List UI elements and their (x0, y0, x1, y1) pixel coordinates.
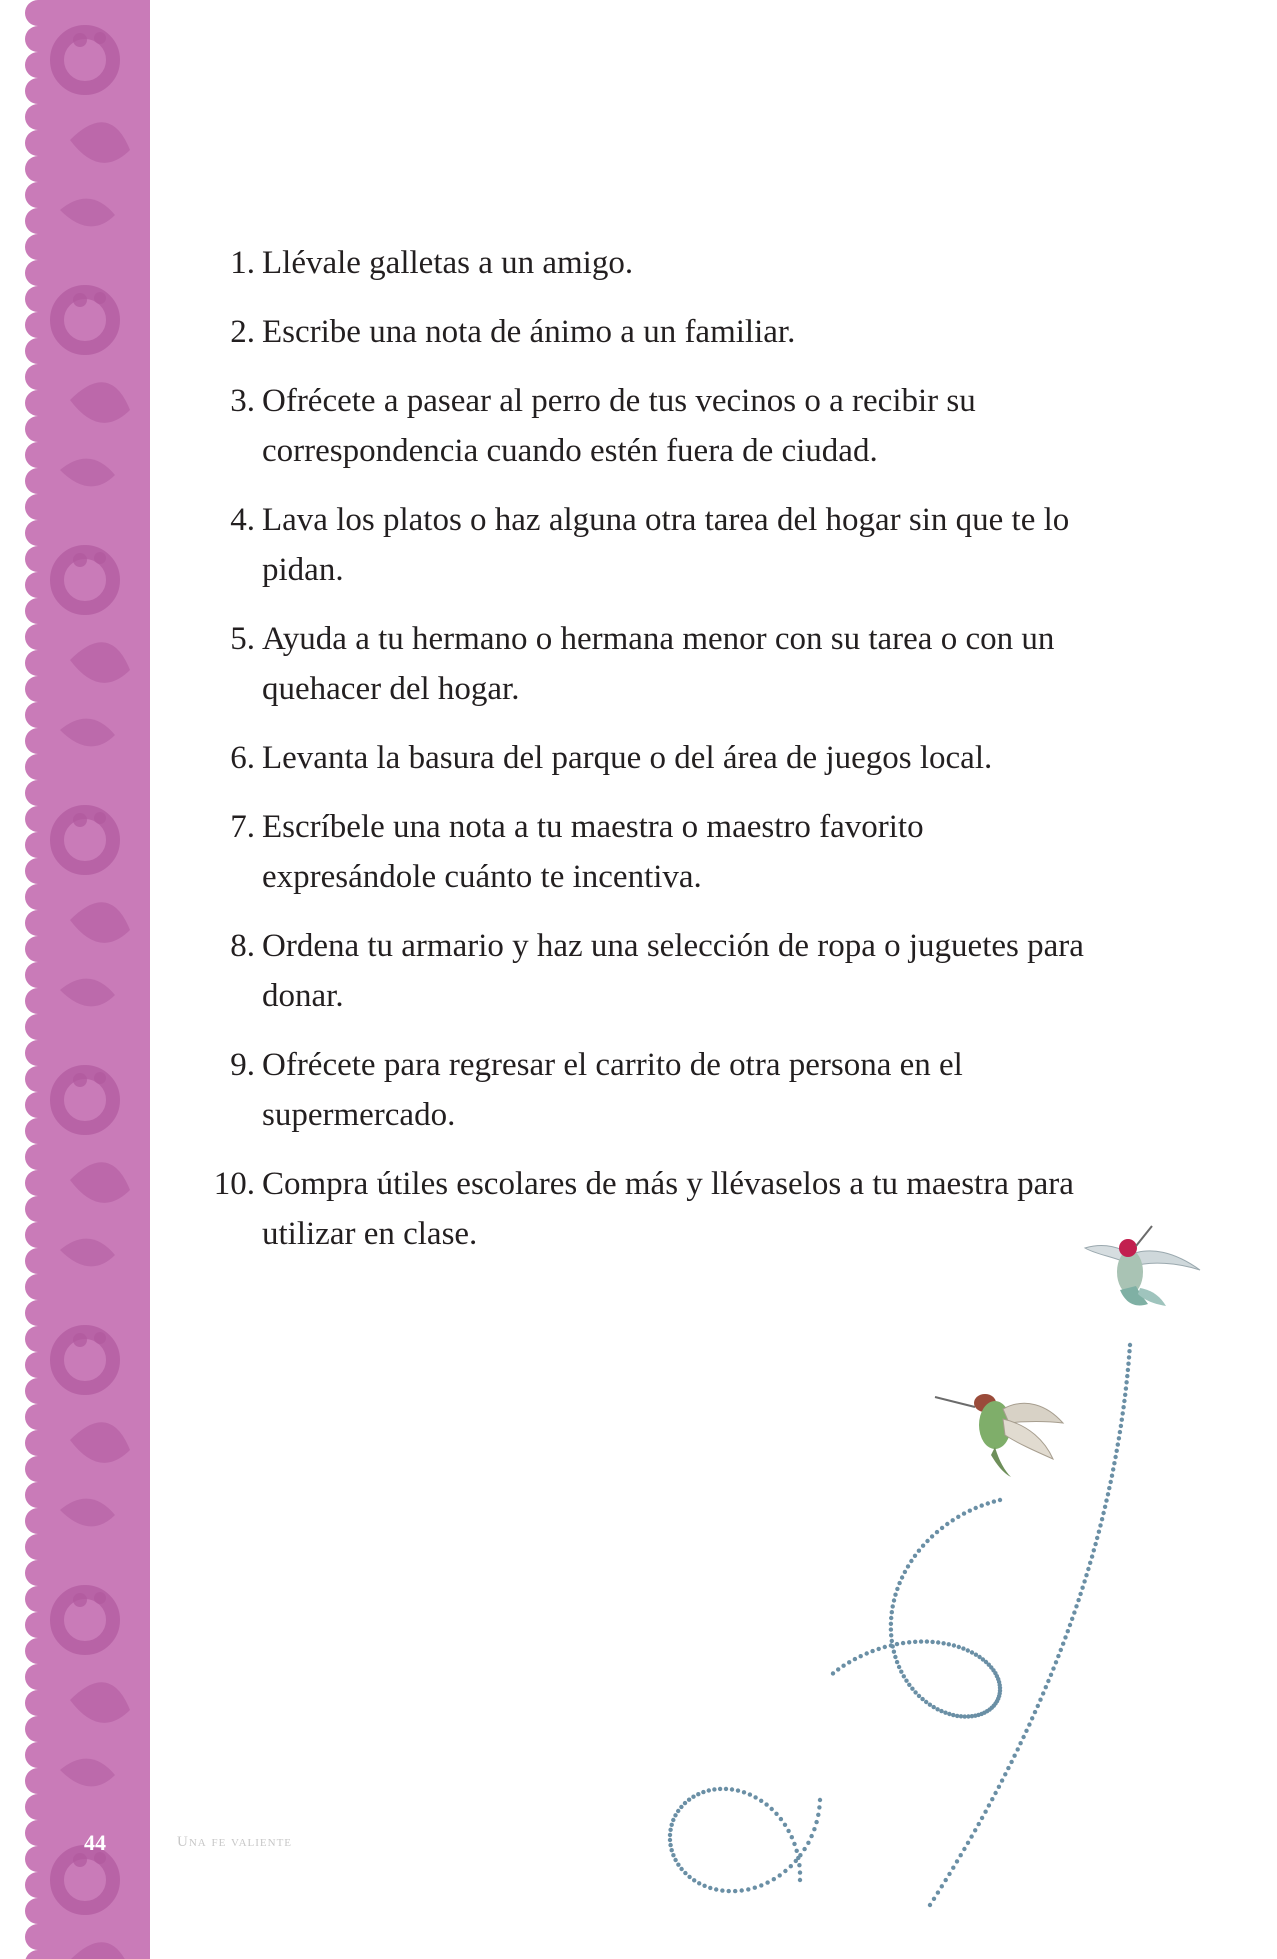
flight-dot (947, 1712, 951, 1716)
flight-dot (786, 1829, 790, 1833)
flight-dot (673, 1858, 677, 1862)
flight-dot (673, 1813, 677, 1817)
flight-dot (966, 1841, 970, 1845)
kindness-list (205, 238, 1105, 1278)
item-number: 6. (230, 740, 255, 776)
ornament-shape (73, 33, 87, 47)
flight-dot (1121, 1411, 1125, 1415)
flight-dot (1070, 1617, 1074, 1621)
flight-dot (724, 1787, 728, 1791)
flight-dot (1124, 1386, 1128, 1390)
flight-dot (696, 1792, 700, 1796)
flight-dot (859, 1654, 863, 1658)
flight-dot (1074, 1604, 1078, 1608)
flight-dot (917, 1549, 921, 1553)
list-item (205, 1040, 1105, 1140)
flight-dot (1054, 1660, 1058, 1664)
flight-dot (966, 1648, 970, 1652)
list-item (205, 733, 1105, 783)
flight-dot (987, 1803, 991, 1807)
flight-dot (990, 1797, 994, 1801)
flight-dot (935, 1707, 939, 1711)
flight-dot (924, 1700, 928, 1704)
item-number: 3. (230, 383, 255, 419)
ornament-shape (94, 812, 106, 824)
flight-dot (945, 1522, 949, 1526)
flight-dot (814, 1820, 818, 1824)
ornament-shape (73, 553, 87, 567)
ornament-shape (73, 1333, 87, 1347)
flight-dot (944, 1878, 948, 1882)
flight-dot (676, 1863, 680, 1867)
flight-dot (1113, 1455, 1117, 1459)
flight-dot (1124, 1380, 1128, 1384)
flight-dot (783, 1823, 787, 1827)
floral-ornament-icon (0, 0, 150, 1959)
flight-dot (1125, 1374, 1129, 1378)
flight-dot (697, 1881, 701, 1885)
flight-dot (676, 1809, 680, 1813)
list-item (205, 376, 1105, 476)
flight-dot (1104, 1498, 1108, 1502)
flight-dot (668, 1833, 672, 1837)
page-number: 44 (84, 1830, 106, 1855)
flight-dot (727, 1889, 731, 1893)
ornament-shape (94, 1332, 106, 1344)
flight-dot (919, 1639, 923, 1643)
flight-dot (957, 1645, 961, 1649)
flight-dot (890, 1639, 894, 1643)
flight-dot (889, 1627, 893, 1631)
flight-dot (1095, 1536, 1099, 1540)
flight-dot (941, 1641, 945, 1645)
flight-dot (970, 1650, 974, 1654)
flight-dot (816, 1813, 820, 1817)
flight-dot (906, 1564, 910, 1568)
flight-dot (1097, 1530, 1101, 1534)
flight-dot (968, 1509, 972, 1513)
flight-dot (818, 1798, 822, 1802)
item-text: Ofrécete a pasear al perro de tus vecinos o a recibir su correspondencia cuando estén fuera de ciudad. (262, 383, 976, 469)
flight-dot (928, 1903, 932, 1907)
flight-dot (670, 1848, 674, 1852)
item-number: 4. (230, 502, 255, 538)
decorative-side-band (0, 0, 150, 1959)
flight-dot (701, 1790, 705, 1794)
flight-dot (1088, 1561, 1092, 1565)
flight-dot (1051, 1666, 1055, 1670)
flight-dot (913, 1554, 917, 1558)
flight-dot (1056, 1654, 1060, 1658)
flight-dot (836, 1667, 840, 1671)
flight-dot (671, 1853, 675, 1857)
flight-dot (943, 1711, 947, 1715)
flight-dot (1101, 1511, 1105, 1515)
item-number: 10. (213, 1166, 255, 1202)
item-number: 2. (230, 314, 255, 350)
flight-dot (796, 1856, 800, 1860)
flight-dot (899, 1670, 903, 1674)
flight-dot (812, 1827, 816, 1831)
ornament-shape (73, 813, 87, 827)
flight-dot (910, 1687, 914, 1691)
flight-dot (947, 1872, 951, 1876)
item-text: Escribe una nota de ánimo a un familiar. (262, 314, 796, 350)
flight-dot (779, 1817, 783, 1821)
flight-dot (817, 1805, 821, 1809)
flight-dot (1127, 1349, 1131, 1353)
flight-dot (986, 1501, 990, 1505)
flight-dot (718, 1787, 722, 1791)
flight-dot (1118, 1430, 1122, 1434)
flight-dot (907, 1683, 911, 1687)
flight-dot (961, 1646, 965, 1650)
flight-dot (1119, 1424, 1123, 1428)
flight-dot (1111, 1467, 1115, 1471)
flight-dot (809, 1834, 813, 1838)
flight-dot (1103, 1505, 1107, 1509)
hummingbird-icon (1085, 1226, 1200, 1306)
flight-dot (759, 1883, 763, 1887)
flight-dot (892, 1650, 896, 1654)
item-text: Ayuda a tu hermano o hermana menor con su tarea o con un quehacer del hogar. (262, 621, 1055, 707)
ornament-shape (73, 1593, 87, 1607)
flight-dot (992, 1499, 996, 1503)
flight-dot (668, 1843, 672, 1847)
flight-dot (913, 1690, 917, 1694)
flight-dot (889, 1633, 893, 1637)
ornament-shape (73, 1073, 87, 1087)
flight-dot (977, 1822, 981, 1826)
flight-dot (1066, 1629, 1070, 1633)
flight-dot (797, 1863, 801, 1867)
ornament-shape (94, 552, 106, 564)
flight-dot (792, 1842, 796, 1846)
flight-dot (1084, 1573, 1088, 1577)
flight-dot (897, 1665, 901, 1669)
flight-dot (913, 1640, 917, 1644)
flight-dot (1100, 1517, 1104, 1521)
flight-dot (668, 1838, 672, 1842)
flight-dot (774, 1812, 778, 1816)
flight-dot (925, 1539, 929, 1543)
flight-dot (974, 1653, 978, 1657)
flight-dot (890, 1610, 894, 1614)
flight-dot (831, 1671, 835, 1675)
flight-dot (707, 1788, 711, 1792)
flight-dot (955, 1714, 959, 1718)
flight-dot (1110, 1474, 1114, 1478)
flight-dot (742, 1790, 746, 1794)
flight-dot (951, 1713, 955, 1717)
list-item (205, 238, 1105, 288)
list-item (205, 495, 1105, 595)
flight-dot (1006, 1766, 1010, 1770)
flight-dot (951, 1518, 955, 1522)
flight-dot (795, 1849, 799, 1853)
item-number: 1. (230, 245, 255, 281)
flight-dot (1036, 1704, 1040, 1708)
ornament-shape (94, 292, 106, 304)
flight-dot (900, 1575, 904, 1579)
flight-dot (1041, 1691, 1045, 1695)
item-text: Compra útiles escolares de más y llévaselos a tu maestra para utilizar en clase. (262, 1166, 1074, 1252)
flight-dot (921, 1544, 925, 1548)
running-title: Una fe valiente (177, 1834, 293, 1850)
item-number: 7. (230, 809, 255, 845)
flight-dot (748, 1792, 752, 1796)
flight-dot (1092, 1548, 1096, 1552)
list-item (205, 921, 1105, 1021)
dotted-flight-path-icon (660, 1200, 1240, 1959)
flight-dot (1044, 1685, 1048, 1689)
flight-dot (802, 1847, 806, 1851)
flight-dot (903, 1570, 907, 1574)
flight-dot (902, 1674, 906, 1678)
flight-dot (759, 1799, 763, 1803)
flight-dot (1090, 1554, 1094, 1558)
flight-dot (951, 1866, 955, 1870)
list-item (205, 307, 1105, 357)
flight-dot (841, 1664, 845, 1668)
flight-dot (847, 1660, 851, 1664)
ornament-shape (94, 1072, 106, 1084)
flight-dot (895, 1587, 899, 1591)
flight-dot (1107, 1486, 1111, 1490)
flight-dot (1000, 1778, 1004, 1782)
flight-dot (683, 1871, 687, 1875)
flight-dot (947, 1642, 951, 1646)
flight-dot (883, 1645, 887, 1649)
flight-dot (1116, 1442, 1120, 1446)
flight-dot (889, 1616, 893, 1620)
item-text: Ofrécete para regresar el carrito de otra persona en el supermercado. (262, 1047, 963, 1133)
list-item (205, 802, 1105, 902)
flight-dot (955, 1859, 959, 1863)
flight-dot (1127, 1355, 1131, 1359)
flight-dot (687, 1798, 691, 1802)
flight-dot (932, 1705, 936, 1709)
flight-dot (889, 1643, 893, 1647)
flight-dot (889, 1622, 893, 1626)
flight-dot (679, 1805, 683, 1809)
flight-dot (865, 1651, 869, 1655)
flight-dot (1128, 1343, 1132, 1347)
flight-dot (1109, 1480, 1113, 1484)
flight-dot (691, 1795, 695, 1799)
flight-dot (753, 1886, 757, 1890)
ornament-shape (73, 293, 87, 307)
flight-dot (1112, 1461, 1116, 1465)
flight-dot (853, 1657, 857, 1661)
flight-dot (740, 1888, 744, 1892)
flight-dot (998, 1498, 1002, 1502)
flight-dot (1024, 1729, 1028, 1733)
flight-dot (1076, 1598, 1080, 1602)
flight-dot (765, 1880, 769, 1884)
flight-dot (980, 1503, 984, 1507)
flight-dot (897, 1581, 901, 1585)
flight-dot (770, 1807, 774, 1811)
flight-dot (1123, 1393, 1127, 1397)
flight-dot (895, 1660, 899, 1664)
flight-dot (679, 1867, 683, 1871)
flight-dot (1009, 1760, 1013, 1764)
flight-dot (798, 1870, 802, 1874)
flight-dot (925, 1639, 929, 1643)
flight-dot (893, 1655, 897, 1659)
flight-dot (928, 1703, 932, 1707)
flight-dot (1068, 1623, 1072, 1627)
flight-dot (720, 1888, 724, 1892)
flight-dot (712, 1787, 716, 1791)
flight-dot (877, 1647, 881, 1651)
item-number: 5. (230, 621, 255, 657)
flight-dot (952, 1643, 956, 1647)
flight-dot (1038, 1698, 1042, 1702)
flight-dot (746, 1887, 750, 1891)
flight-dot (962, 1511, 966, 1515)
flight-dot (753, 1795, 757, 1799)
flight-dot (939, 1709, 943, 1713)
flight-dot (935, 1530, 939, 1534)
flight-dot (993, 1791, 997, 1795)
item-text: Escríbele una nota a tu maestra o maestro favorito expresándole cuánto te incentiva. (262, 809, 924, 895)
item-text: Levanta la basura del parque o del área de juegos local. (262, 740, 993, 776)
flight-dot (714, 1887, 718, 1891)
flight-dot (901, 1641, 905, 1645)
flight-dot (1093, 1542, 1097, 1546)
flight-dot (983, 1810, 987, 1814)
flight-dot (930, 1640, 934, 1644)
flight-dot (1059, 1648, 1063, 1652)
flight-dot (692, 1878, 696, 1882)
flight-dot (907, 1640, 911, 1644)
list-item (205, 614, 1105, 714)
flight-dot (1126, 1362, 1130, 1366)
flight-dot (909, 1559, 913, 1563)
flight-dot (904, 1679, 908, 1683)
flight-dot (702, 1884, 706, 1888)
flight-dot (1018, 1741, 1022, 1745)
flight-dot (936, 1640, 940, 1644)
flight-dot (778, 1873, 782, 1877)
flight-dot (790, 1835, 794, 1839)
flight-dot (870, 1649, 874, 1653)
flight-dot (772, 1877, 776, 1881)
flight-dot (1016, 1747, 1020, 1751)
flight-dot (936, 1890, 940, 1894)
flight-dot (1027, 1722, 1031, 1726)
flight-dot (1061, 1642, 1065, 1646)
flight-dot (1012, 1754, 1016, 1758)
flight-dot (736, 1788, 740, 1792)
flight-dot (980, 1816, 984, 1820)
flight-dot (1046, 1679, 1050, 1683)
flight-dot (977, 1655, 981, 1659)
ornament-shape (94, 1592, 106, 1604)
hummingbird-illustration (660, 1200, 1240, 1959)
flight-dot (1080, 1586, 1084, 1590)
flight-dot (1072, 1610, 1076, 1614)
flight-dot (956, 1515, 960, 1519)
flight-dot (1086, 1567, 1090, 1571)
flight-dot (683, 1801, 687, 1805)
flight-dot (1117, 1436, 1121, 1440)
flight-dot (1078, 1592, 1082, 1596)
flight-dot (974, 1506, 978, 1510)
flight-dot (764, 1802, 768, 1806)
flight-dot (730, 1787, 734, 1791)
flight-dot (708, 1886, 712, 1890)
flight-dot (1003, 1772, 1007, 1776)
flight-dot (1033, 1710, 1037, 1714)
flight-dot (1063, 1635, 1067, 1639)
flight-dot (940, 1526, 944, 1530)
item-text: Lava los platos o haz alguna otra tarea del hogar sin que te lo pidan. (262, 502, 1070, 588)
flight-dot (783, 1869, 787, 1873)
flight-dot (1122, 1399, 1126, 1403)
flight-dot (973, 1828, 977, 1832)
flight-dot (1049, 1673, 1053, 1677)
flight-dot (789, 1864, 793, 1868)
flight-dot (1115, 1449, 1119, 1453)
flight-dot (932, 1897, 936, 1901)
item-number: 8. (230, 928, 255, 964)
item-number: 9. (230, 1047, 255, 1083)
flight-dot (1098, 1523, 1102, 1527)
flight-dot (940, 1884, 944, 1888)
flight-dot (733, 1889, 737, 1893)
flight-dot (969, 1834, 973, 1838)
flight-dot (1082, 1579, 1086, 1583)
flight-dot (798, 1878, 802, 1882)
flight-dot (959, 1853, 963, 1857)
flight-dot (997, 1785, 1001, 1789)
flight-dot (806, 1841, 810, 1845)
flight-dot (671, 1818, 675, 1822)
ornament-shape (94, 32, 106, 44)
item-text: Llévale galletas a un amigo. (262, 245, 634, 281)
flight-dot (1106, 1492, 1110, 1496)
flight-dot (668, 1828, 672, 1832)
flight-dot (1120, 1418, 1124, 1422)
flight-dot (920, 1697, 924, 1701)
hummingbird-icon (935, 1394, 1063, 1477)
flight-dot (670, 1823, 674, 1827)
flight-dot (1030, 1716, 1034, 1720)
flight-dot (892, 1598, 896, 1602)
item-text: Ordena tu armario y haz una selección de ropa o juguetes para donar. (262, 928, 1084, 1014)
flight-dot (687, 1875, 691, 1879)
flight-dot (962, 1847, 966, 1851)
flight-dot (1121, 1405, 1125, 1409)
flight-dot (917, 1694, 921, 1698)
flight-dot (891, 1604, 895, 1608)
flight-dot (1021, 1735, 1025, 1739)
flight-dot (893, 1593, 897, 1597)
flight-dot (930, 1534, 934, 1538)
flight-dot (895, 1642, 899, 1646)
flight-dot (1126, 1368, 1130, 1372)
